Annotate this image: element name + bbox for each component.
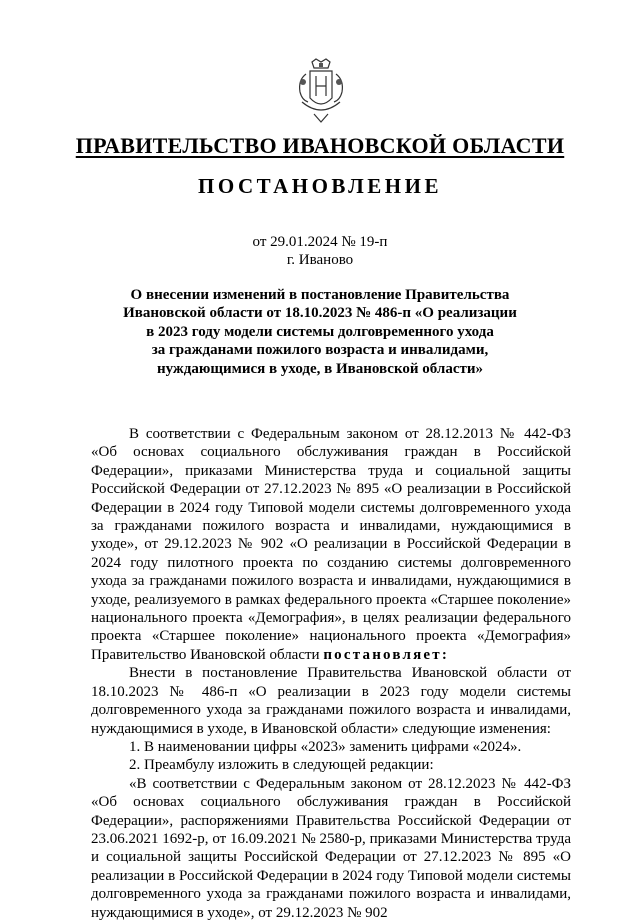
paragraph-amend: Внести в постановление Правительства Ивановской области от 18.10.2023 № 486-п «О реализации в 2023 году модели системы долговременного ухода за гражданами пожилого возраста и инвалидами, нуждающимися в уходе, в Ивановской области» следующие изменения: <box>91 665 571 737</box>
resolves-keyword: постановляет: <box>323 646 450 663</box>
preamble-text: В соответствии с Федеральным законом от 28.12.2013 № 442-ФЗ «Об основах социального обслуживания граждан в Российской Федерации», приказами Министерства труда и социальной защиты Российской Федерации от 27.12.2023 № 895 «О реализации в Российской Федерации в 2024 году Типовой модели системы долговременного ухода за гражданами пожилого возраста и инвалидами, нуждающимися в уходе», от 29.12.2023 № 902 «О реализации в Российской Федерации в 2024 году пилотного проекта по созданию системы долговременного ухода за гражданами пожилого возраста и инвалидами, нуждающимися в уходе, реализуемого в рамках федерального проекта «Старшее поколение» национального проекта «Демография», в целях реализации федерального проекта «Старшее поколение» национального проекта «Демография» Правительство Ивановской области <box>91 426 571 663</box>
paragraph-item-2: 2. Преамбулу изложить в следующей редакции: <box>129 757 434 774</box>
document-type: ПОСТАНОВЛЕНИЕ <box>198 174 442 198</box>
document-city: г. Иваново <box>286 252 354 268</box>
title-line: нуждающимися в уходе, в Ивановской области» <box>156 360 484 377</box>
title-line: Ивановской области от 18.10.2023 № 486-п «О реализации <box>123 305 517 322</box>
title-line: в 2023 году модели системы долговременного ухода <box>146 323 494 340</box>
document-body <box>91 425 571 922</box>
title-line: О внесении изменений в постановление Правительства <box>130 287 510 303</box>
organization-name: ПРАВИТЕЛЬСТВО ИВАНОВСКОЙ ОБЛАСТИ <box>75 133 565 158</box>
title-line: за гражданами пожилого возраста и инвалидами, <box>151 342 489 359</box>
document-date-number: от 29.01.2024 № 19-п <box>252 234 388 250</box>
paragraph-item-1: 1. В наименовании цифры «2023» заменить цифрами «2024». <box>129 738 522 755</box>
document-title <box>110 286 530 378</box>
paragraph-preamble <box>91 425 571 664</box>
coat-of-arms-icon <box>294 58 348 124</box>
paragraph-new-preamble: «В соответствии с Федеральным законом от 28.12.2023 № 442-ФЗ «Об основах социального обслуживания граждан в Российской Федерации», распоряжениями Правительства Российской Федерации от 23.06.2021 1692-р, от 16.09.2021 № 2580-р, приказами Министерства труда и социальной защиты Российской Федерации от 27.12.2023 № 895 «О реализации в Российской Федерации в 2024 году Типовой модели системы долговременного ухода за гражданами пожилого возраста и инвалидами, нуждающимися в уходе», от 29.12.2023 № 902 <box>91 775 571 921</box>
